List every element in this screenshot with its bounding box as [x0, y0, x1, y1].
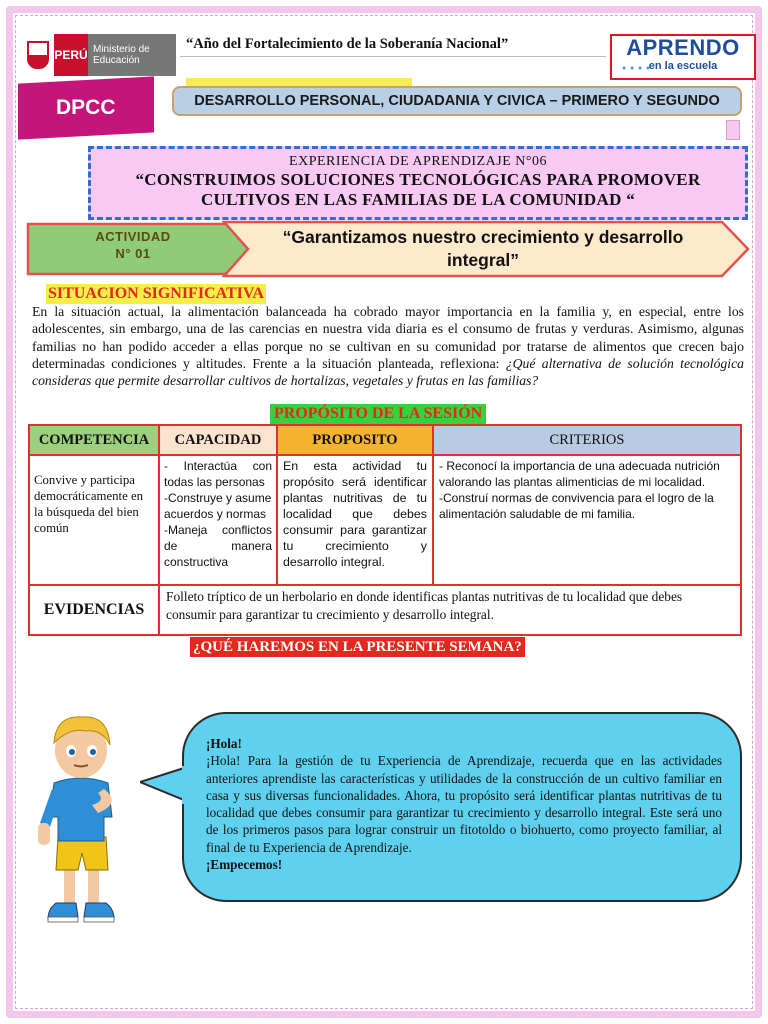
header-capacidad: CAPACIDAD: [160, 426, 278, 456]
area-tag: DPCC: [56, 96, 116, 120]
bubble-closing: ¡Empecemos!: [206, 857, 283, 873]
evidencias-label: EVIDENCIAS: [30, 586, 160, 634]
year-motto: “Año del Fortalecimiento de la Soberanía Nacional”: [186, 36, 509, 52]
aprendo-logo: [610, 34, 756, 80]
bubble-body: ¡Hola! Para la gestión de tu Experiencia de Aprendizaje, recuerda que en las actividades anteriores aprendiste las características y utilidades de la construcción de un cultivo familiar en casa y sus diversas funcionalidades. Ahora, tu propósito será identificar plantas nutritivas de tu localidad que debes consumir para garantizar tu crecimiento y desarrollo integral. Este será uno de los primeros pasos para lograr construir un fitotoldo o biohuerto, como proyecto familiar, al final de tu Experiencia de Aprendizaje.: [206, 753, 722, 855]
week-heading: ¿QUÉ HAREMOS EN LA PRESENTE SEMANA?: [190, 637, 525, 657]
logo-sub: en la escuela: [648, 60, 718, 72]
bubble-greeting: ¡Hola!: [206, 736, 242, 751]
evidencias-cell: Folleto tríptico de un herbolario en donde identificas plantas nutritivas de tu localidad que debes consumir para garantizar tu crecimiento y desarrollo integral.: [166, 589, 683, 622]
boy-thinking-icon: [26, 705, 136, 933]
motto-divider: [180, 56, 606, 57]
capacidad-item: -Construye y asume acuerdos y normas: [164, 491, 272, 521]
situation-question: ¿Qué alternativa de solución tecnológica consideras que permite desarrollar cultivos de hortalizas, vegetales y frutas en las familias?: [32, 355, 744, 389]
ministry-logo: [22, 34, 176, 76]
header-criterios: CRITERIOS: [434, 426, 740, 456]
capacidad-item: -Maneja conflictos de manera constructiva: [164, 523, 272, 569]
ministry-name: Ministerio de Educación: [93, 44, 150, 66]
area-tag-banner: [18, 76, 154, 139]
purpose-heading: PROPÓSITO DE LA SESIÓN: [270, 404, 486, 424]
experience-title-line2: CULTIVOS EN LAS FAMILIAS DE LA COMUNIDAD “: [200, 190, 636, 209]
logo-dots-icon: ● ● ● ●: [622, 64, 652, 72]
criterio-item: - Reconocí la importancia de una adecuada nutrición valorando las plantas alimenticias de mi localidad.: [439, 459, 720, 489]
experience-number: EXPERIENCIA DE APRENDIZAJE N°06: [289, 154, 547, 169]
pink-tab: [726, 120, 740, 140]
area-title-bar: [172, 86, 742, 116]
speech-bubble-tail: [140, 760, 200, 810]
situation-heading: SITUACION SIGNIFICATIVA: [48, 285, 264, 302]
header-competencia: COMPETENCIA: [30, 426, 160, 456]
activity-label: [48, 228, 218, 262]
coat-of-arms-icon: [22, 34, 54, 76]
activity-title-line2: integral”: [447, 250, 519, 270]
criterios-cell: [434, 456, 740, 586]
capacidad-cell: [160, 456, 278, 586]
yellow-strip: [186, 78, 412, 86]
experience-box-mask: [34, 150, 88, 212]
competencia-cell: Convive y participa democráticamente en la búsqueda del bien común: [30, 456, 160, 586]
capacidad-item: - Interactúa con todas las personas: [164, 459, 272, 489]
proposito-cell: En esta actividad tu propósito será identificar plantas nutritivas de tu localidad que debes consumir para garantizar tu crecimiento y desarrollo integral.: [278, 456, 434, 586]
bubble-text: [206, 735, 722, 873]
activity-label-line2: N° 01: [115, 246, 151, 261]
activity-title-line1: “Garantizamos nuestro crecimiento y desarrollo: [282, 227, 684, 247]
experience-box: [88, 146, 748, 220]
header-proposito: PROPOSITO: [278, 426, 434, 456]
experience-title-line1: “CONSTRUIMOS SOLUCIONES TECNOLÓGICAS PARA PROMOVER: [135, 170, 701, 189]
situation-body: En la situación actual, la alimentación balanceada ha cobrado mayor importancia en la familia y, en especial, entre los adolescentes, sin embargo, una de las carencias en nuestra vida diaria es el consumo de frutas y verduras. Asimismo, algunas familias no han podido acceder a ellas porque no se cultivan en su comunidad por tratarse de alimentos que crecen bajo determinadas condiciones y altitudes. Frente a la situación planteada, reflexiona:: [32, 304, 744, 371]
area-title: DESARROLLO PERSONAL, CIUDADANIA Y CIVICA – PRIMERO Y SEGUNDO: [194, 93, 720, 109]
ministry-country: PERÚ: [54, 34, 88, 76]
logo-main: APRENDO: [626, 35, 740, 60]
activity-title: [268, 226, 698, 272]
purpose-table: [28, 424, 742, 636]
situation-text: [32, 303, 744, 389]
criterio-item: -Construí normas de convivencia para el logro de la alimentación saludable de mi familia.: [439, 491, 714, 521]
activity-label-line1: ACTIVIDAD: [95, 229, 171, 244]
